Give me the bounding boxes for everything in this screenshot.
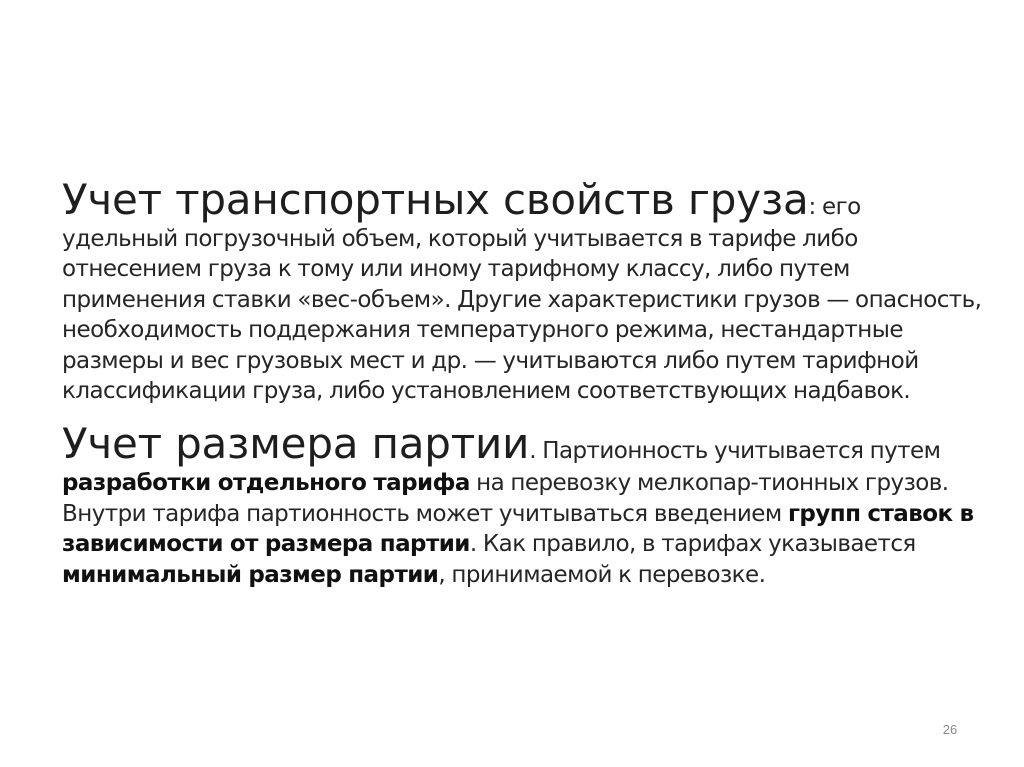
paragraph-text: , принимаемой к перевозке. (438, 561, 766, 588)
lead-heading-transport-properties: Учет транспортных свойств груза (62, 175, 809, 224)
paragraph-text: . Как правило, в тарифах указывается (469, 531, 916, 558)
emphasis-minimum-size: минимальный размер партии (62, 561, 439, 588)
slide-body (62, 176, 982, 590)
paragraph-transport-properties (62, 176, 982, 406)
emphasis-separate-tariff: разработки отдельного тарифа (62, 470, 470, 497)
page-number: 26 (942, 722, 958, 737)
paragraph-text: : его удельный погрузочный объем, который учитывается в тарифе либо отнесением груза к тому или иному тарифному классу, либо путем применения ставки «вес-объем». Другие характеристики грузов — опасность, необходимость поддержания температурного режима, нестандартные размеры и вес грузовых мест и др. — учитываются либо путем тарифной классификации груза, либо установлением соответствующих надбавок. (62, 194, 982, 405)
paragraph-text: . Партионность учитывается путем (529, 438, 941, 465)
paragraph-text: на перевозку мелкопар-тионных грузов. Внутри тарифа партионность может учитываться введением (62, 470, 949, 527)
emphasis-rate-groups: групп ставок в зависимости от размера партии (62, 500, 974, 558)
paragraph-shipment-size (62, 420, 982, 590)
lead-heading-shipment-size: Учет размера партии (62, 419, 530, 469)
